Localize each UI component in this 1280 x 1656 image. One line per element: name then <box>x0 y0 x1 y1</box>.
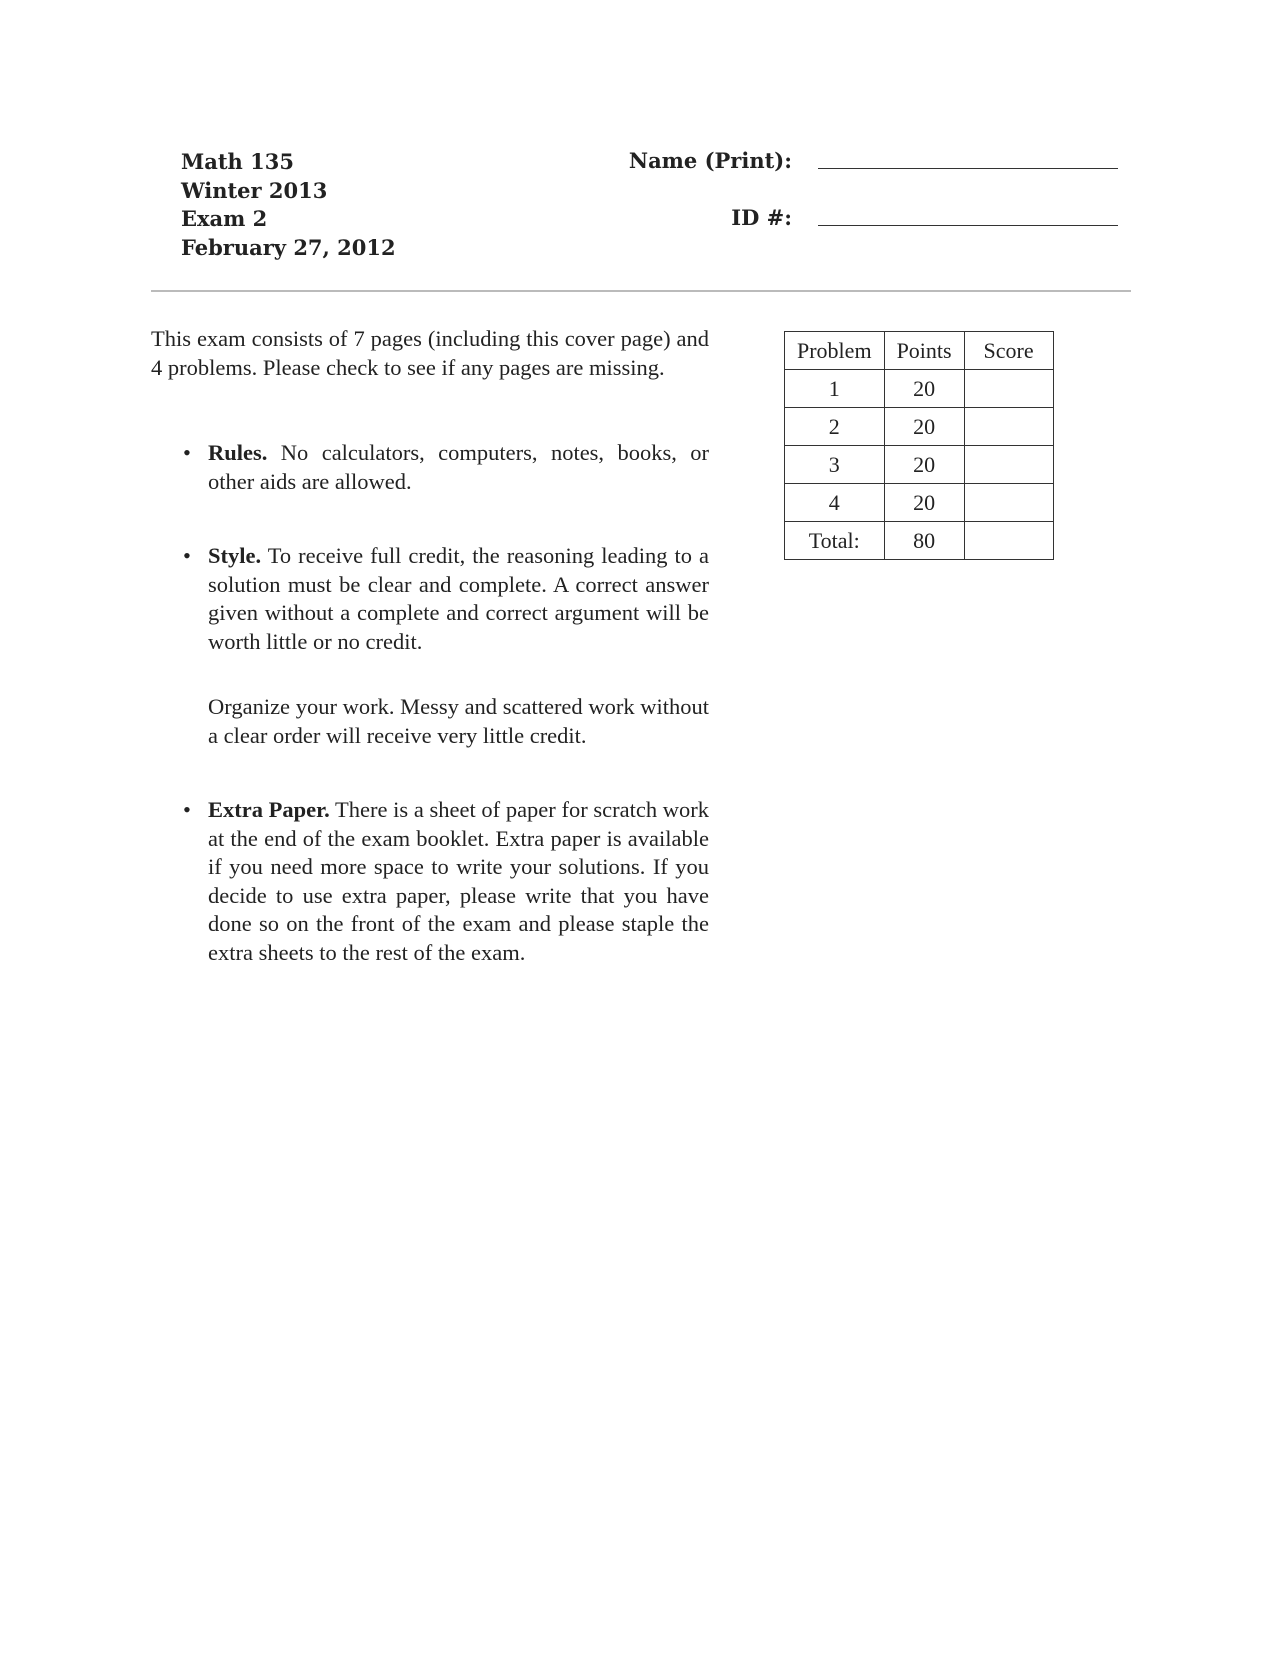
course: Math 135 <box>181 149 294 174</box>
table-row <box>785 484 1054 522</box>
rule-extra-text: Organize your work. Messy and scattered work without a clear order will receive very little credit. <box>208 694 709 748</box>
points-cell: 20 <box>884 446 964 484</box>
table-header <box>785 332 1054 370</box>
score-cell <box>964 370 1053 408</box>
rule-item <box>151 796 709 967</box>
table-row <box>785 408 1054 446</box>
total-row <box>785 522 1054 560</box>
exam-date: February 27, 2012 <box>181 234 396 260</box>
rule-text: There is a sheet of paper for scratch work at the end of the exam booklet. Extra paper is available if you need more space to write your solutions. If you decide to use extra paper, please write that you have done so on the front of the exam and please staple the extra sheets to the rest of the exam. <box>208 797 710 965</box>
score-table <box>784 331 1054 560</box>
problem-cell: 3 <box>785 446 885 484</box>
name-field[interactable] <box>818 168 1118 169</box>
id-label: ID #: <box>731 205 792 230</box>
score-cell <box>964 408 1053 446</box>
rule-item <box>151 542 709 750</box>
name-label: Name (Print): <box>628 148 792 173</box>
total-label: Total: <box>785 522 885 560</box>
bullet-icon: • <box>183 543 191 568</box>
problem-cell: 1 <box>785 370 885 408</box>
header-score: Score <box>964 332 1053 370</box>
rule-item <box>151 439 709 496</box>
problem-cell: 4 <box>785 484 885 522</box>
table-row <box>785 370 1054 408</box>
divider <box>151 290 1131 292</box>
points-cell: 20 <box>884 408 964 446</box>
rule-text: To receive full credit, the reasoning leading to a solution must be clear and complete. A correct answer given without a complete and correct argument will be worth little or no credit. <box>208 543 709 654</box>
header-problem: Problem <box>785 332 885 370</box>
points-cell: 20 <box>884 370 964 408</box>
score-cell <box>964 446 1053 484</box>
rule-text: No calculators, computers, notes, books, or other aids are allowed. <box>208 440 709 494</box>
total-score-cell <box>964 522 1053 560</box>
total-points: 80 <box>884 522 964 560</box>
header-points: Points <box>884 332 964 370</box>
bullet-icon: • <box>183 797 191 822</box>
rule-title: Rules. <box>208 440 268 465</box>
score-cell <box>964 484 1053 522</box>
term: Winter 2013 <box>181 177 328 203</box>
rule-title: Style. <box>208 543 262 568</box>
points-cell: 20 <box>884 484 964 522</box>
exam-number: Exam 2 <box>181 206 268 231</box>
id-field[interactable] <box>818 225 1118 226</box>
problem-cell: 2 <box>785 408 885 446</box>
instructions <box>151 325 709 967</box>
table-row <box>785 446 1054 484</box>
rule-title: Extra Paper. <box>208 797 330 822</box>
bullet-icon: • <box>183 440 191 465</box>
course-info <box>181 148 396 262</box>
intro-text: This exam consists of 7 pages (including this cover page) and 4 problems. Please check to see if any pages are missing. <box>151 326 709 380</box>
